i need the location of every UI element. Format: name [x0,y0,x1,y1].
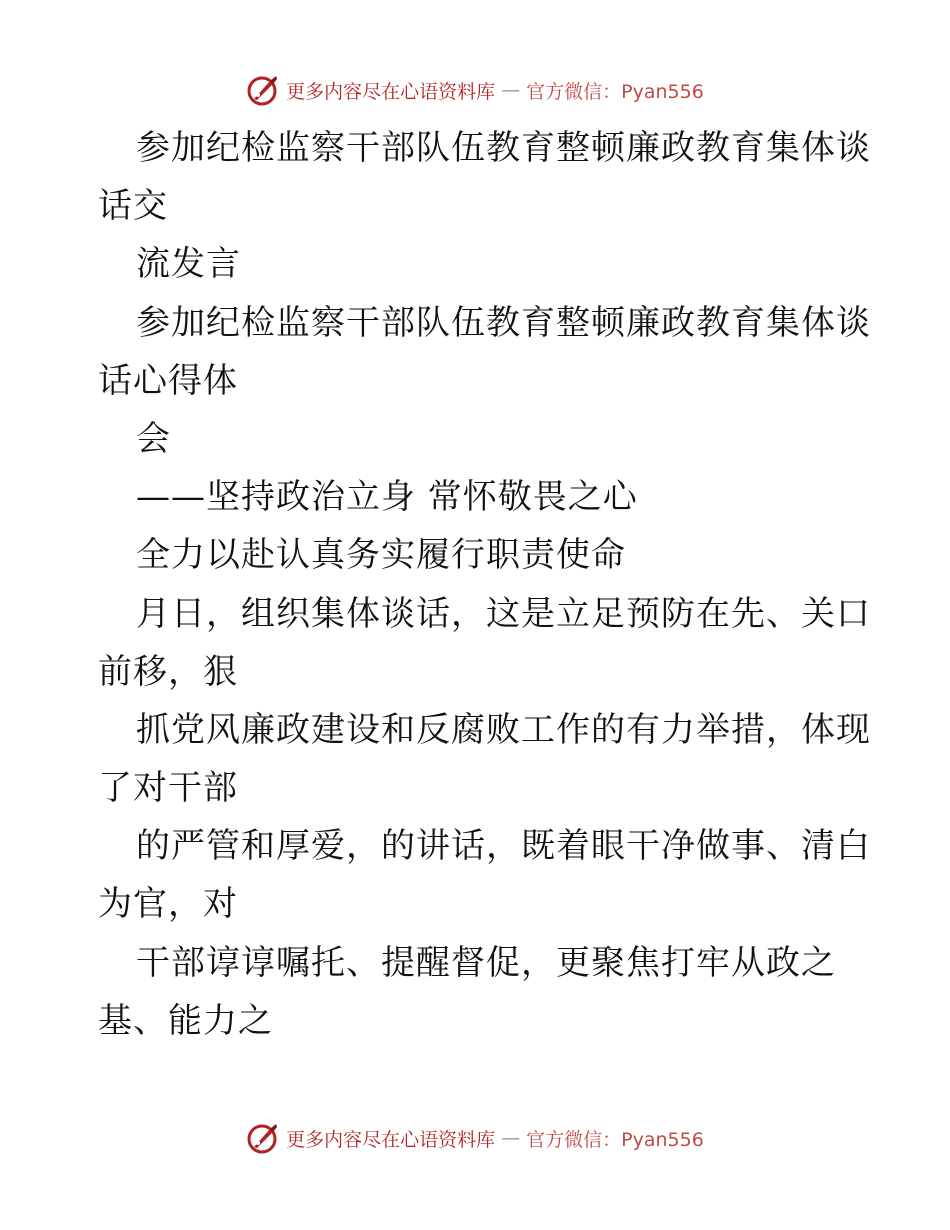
body-line: 全力以赴认真务实履行职责使命 [136,535,626,576]
body-line: ——坚持政治立身 常怀敬畏之心 [136,477,638,518]
body-line: 月日，组织集体谈话，这是立足预防在先、关口 [136,593,871,634]
footer-watermark-banner [0,1118,950,1158]
header-wechat-id: 官方微信：Pyan556 [526,80,704,103]
body-line: 干部谆谆嘱托、提醒督促，更聚焦打牢从政之 [136,942,836,983]
body-line: 会 [136,418,171,459]
body-line: 参加纪检监察干部队伍教育整顿廉政教育集体谈 [136,128,871,168]
header-watermark-banner [0,70,950,110]
document-body [0,119,950,1050]
quill-pen-circle-icon [246,73,280,107]
body-line: 为官，对 [98,884,238,925]
header-site-name: 更多内容尽在心语资料库 [286,80,496,103]
body-line: 了对干部 [98,768,238,809]
header-separator: — [501,79,521,101]
body-line: 话交 [98,186,168,227]
body-line: 基、能力之 [98,1000,273,1041]
body-line: 参加纪检监察干部队伍教育整顿廉政教育集体谈 [136,302,871,343]
footer-wechat-id: 官方微信：Pyan556 [526,1128,704,1151]
body-line: 话心得体 [98,360,238,401]
body-line: 流发言 [136,244,241,285]
quill-pen-circle-icon [246,1121,280,1155]
body-line: 抓党风廉政建设和反腐败工作的有力举措，体现 [136,709,871,750]
footer-separator: — [501,1127,521,1149]
body-line: 的严管和厚爱，的讲话，既着眼干净做事、清白 [136,826,871,867]
footer-site-name: 更多内容尽在心语资料库 [286,1128,496,1151]
body-line: 前移，狠 [98,651,238,692]
